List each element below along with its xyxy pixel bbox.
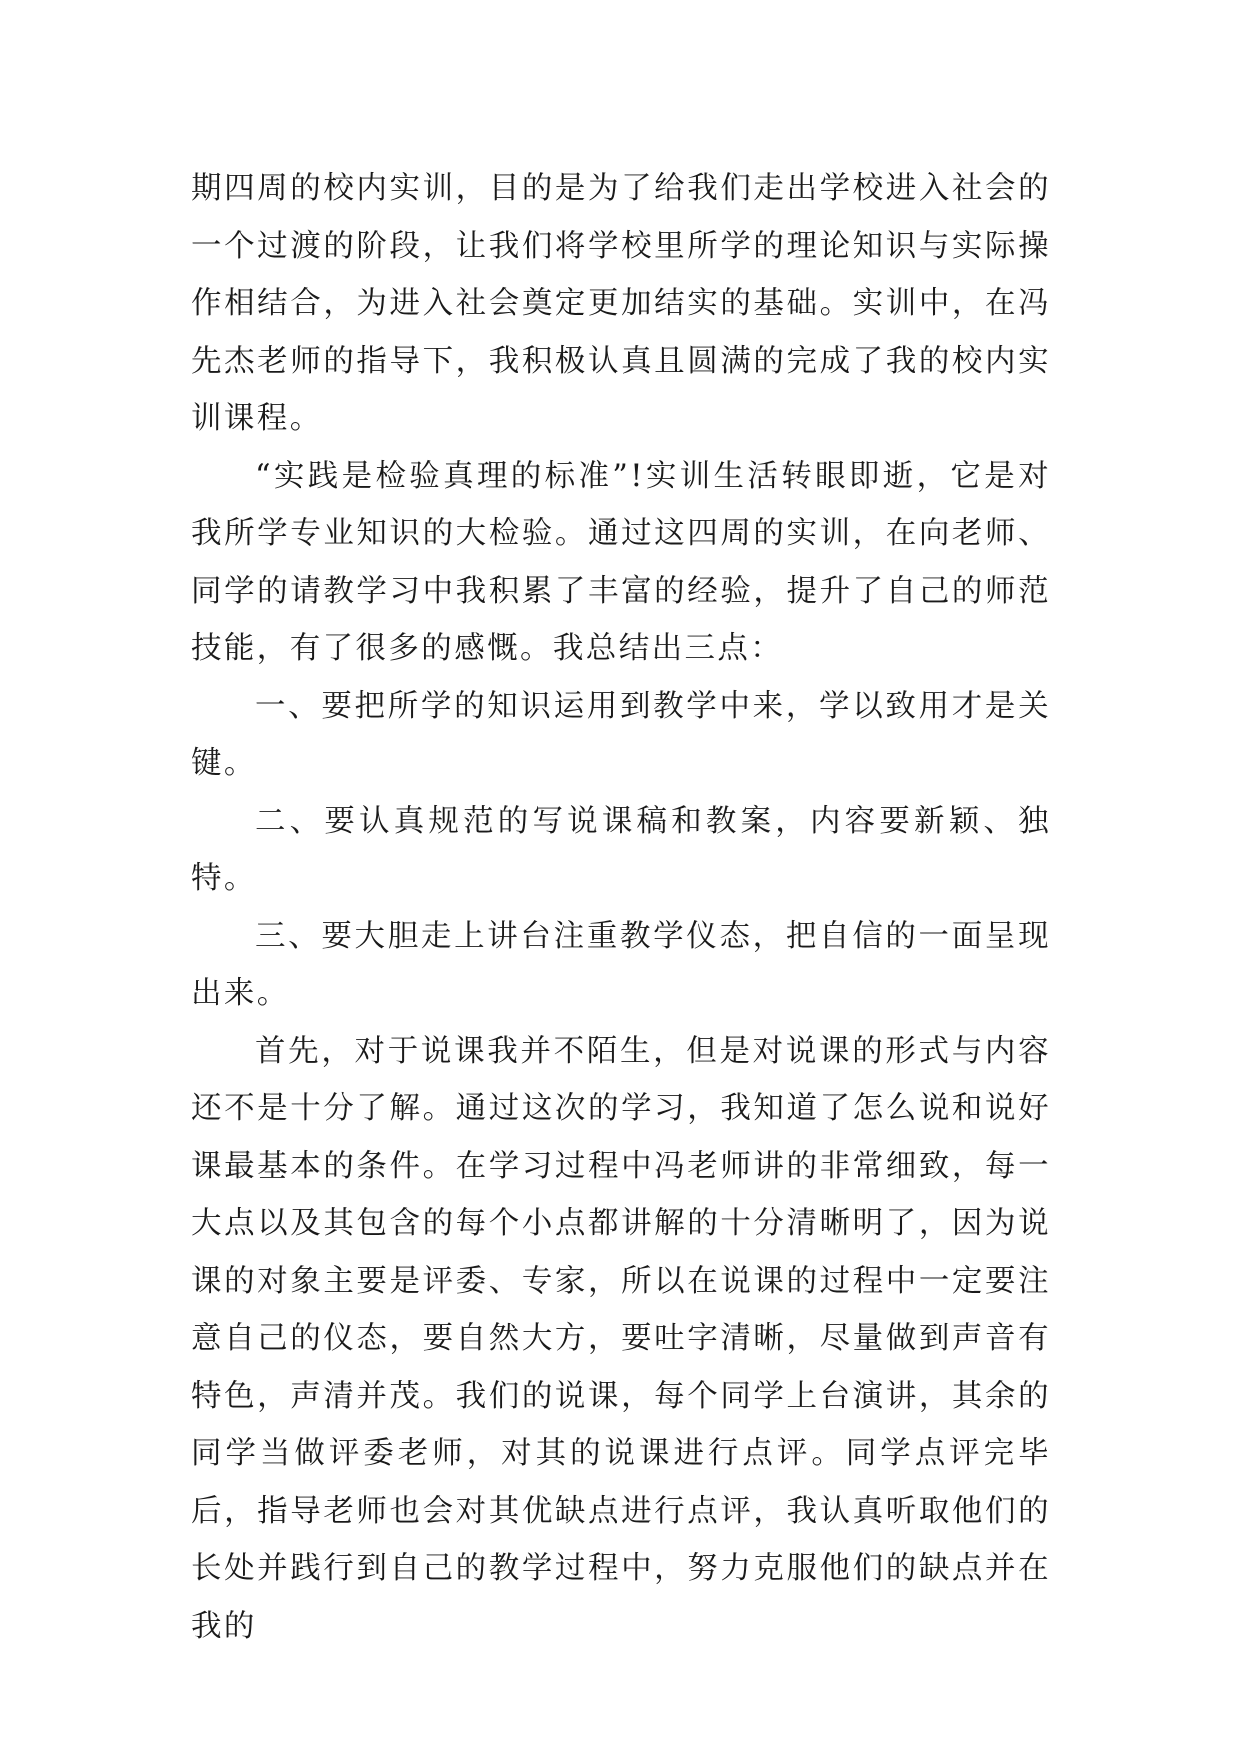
paragraph-point-two: 二、要认真规范的写说课稿和教案，内容要新颖、独特。 xyxy=(191,803,1051,896)
paragraph-lecture-practice: 首先，对于说课我并不陌生，但是对说课的形式与内容还不是十分了解。通过这次的学习，我知道了怎么说和说好课最基本的条件。在学习过程中冯老师讲的非常细致，每一大点以及其包含的每个小点都讲解的十分清晰明了，因为说课的对象主要是评委、专家，所以在说课的过程中一定要注意自己的仪态，要自然大方，要吐字清晰，尽量做到声音有特色，声清并茂。我们的说课，每个同学上台演讲，其余的同学当做评委老师，对其的说课进行点评。同学点评完毕后，指导老师也会对其优缺点进行点评，我认真听取他们的长处并践行到自己的教学过程中，努力克服他们的缺点并在我的 xyxy=(191,1033,1051,1644)
paragraph-practice-quote: “实践是检验真理的标准”!实训生活转眼即逝，它是对我所学专业知识的大检验。通过这四周的实训，在向老师、同学的请教学习中我积累了丰富的经验，提升了自己的师范技能，有了很多的感慨。我总结出三点： xyxy=(191,458,1051,666)
document-body xyxy=(191,160,1051,1655)
paragraph-point-one: 一、要把所学的知识运用到教学中来，学以致用才是关键。 xyxy=(191,688,1051,781)
paragraph-point-three: 三、要大胆走上讲台注重教学仪态，把自信的一面呈现出来。 xyxy=(191,918,1051,1011)
paragraph-training-intro: 期四周的校内实训，目的是为了给我们走出学校进入社会的一个过渡的阶段，让我们将学校里所学的理论知识与实际操作相结合，为进入社会奠定更加结实的基础。实训中，在冯先杰老师的指导下，我积极认真且圆满的完成了我的校内实训课程。 xyxy=(191,171,1051,436)
